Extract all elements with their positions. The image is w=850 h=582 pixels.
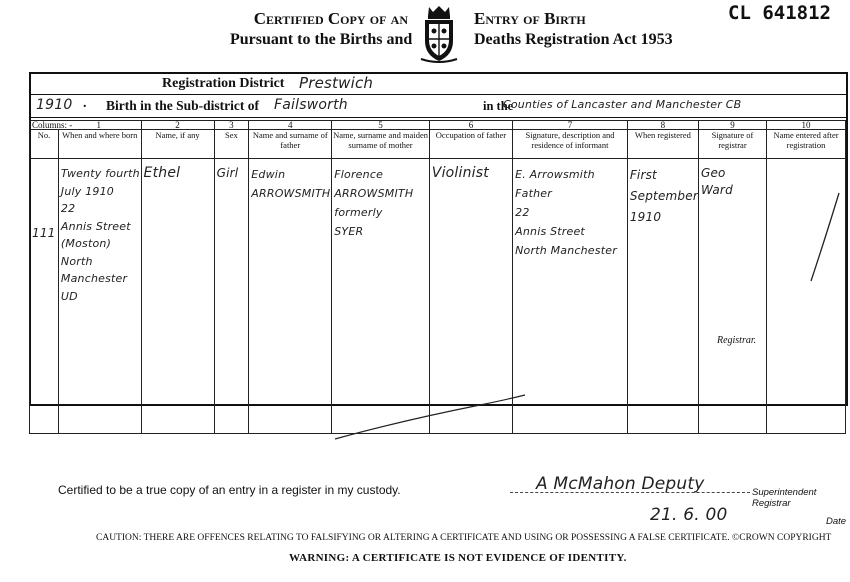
entry-occupation: Violinist — [431, 165, 489, 181]
entry-when-registered: First September 1910 — [629, 168, 698, 224]
entry-father-cell — [249, 159, 332, 434]
entry-sex-cell — [214, 159, 249, 434]
entry-when-where-cell — [58, 159, 141, 434]
entry-when-where: Twenty fourth July 1910 22 Annis Street (Moston) North Manchester UD — [60, 167, 140, 303]
entry-sex: Girl — [216, 166, 239, 180]
heading-registrar-signature: Signature of registrar — [698, 130, 766, 159]
entry-name-cell — [141, 159, 214, 434]
header-right-line1: Entry of Birth — [474, 9, 586, 28]
entry-after-registration-cell — [767, 159, 846, 434]
header-right — [474, 8, 673, 50]
entry-registrar-cell — [698, 159, 766, 434]
header-left-line1: Certified Copy of an — [253, 9, 408, 28]
subdistrict-value: Failsworth — [274, 97, 348, 113]
column-heading-row — [30, 130, 846, 159]
column-number-5: 5 — [332, 121, 430, 130]
heading-no: No. — [30, 130, 59, 159]
entry-registrar-signature: Geo Ward — [700, 166, 733, 197]
column-number-8: 8 — [627, 121, 698, 130]
heading-informant: Signature, description and residence of informant — [513, 130, 628, 159]
cancel-stroke — [767, 159, 847, 433]
counties-value: Counties of Lancaster and Manchester CB — [503, 98, 742, 111]
entry-father: Edwin ARROWSMITH — [251, 168, 331, 200]
caution-text: CAUTION: THERE ARE OFFENCES RELATING TO FALSIFYING OR ALTERING A CERTIFICATE AND USING OR POSSESSING A FALSE CERTIFICATE. ©CROWN COPYRIGHT — [96, 533, 832, 543]
entry-informant: E. Arrowsmith Father 22 Annis Street North Manchester — [515, 168, 617, 257]
registration-district-value: Prestwich — [299, 74, 374, 92]
birth-year: 1910 — [36, 97, 73, 113]
column-number-9: 9 — [698, 121, 766, 130]
entry-when-registered-cell — [627, 159, 698, 434]
superintendent-registrar-label: Superintendent Registrar — [752, 487, 817, 509]
heading-name: Name, if any — [141, 130, 214, 159]
header-right-line2: Deaths Registration Act 1953 — [474, 31, 673, 48]
date-label: Date — [826, 516, 847, 527]
counties-label: in the — [483, 99, 514, 113]
registration-district-label: Registration District — [162, 76, 285, 91]
column-number-10: 10 — [767, 121, 846, 130]
column-number-4: 4 — [249, 121, 332, 130]
certified-text: Certified to be a true copy of an entry in a register in my custody. — [58, 483, 401, 497]
royal-crest-icon — [419, 3, 459, 65]
heading-mother: Name, surname and maiden surname of mother — [332, 130, 430, 159]
entry-no-cell — [30, 159, 59, 434]
column-number-1: Columns: - 1 — [30, 121, 142, 130]
column-number-7: 7 — [513, 121, 628, 130]
column-number-3: 3 — [214, 121, 249, 130]
column-number-2: 2 — [141, 121, 214, 130]
header-left — [230, 8, 413, 50]
subdistrict-row — [31, 95, 846, 118]
certificate-date: 21. 6. 00 — [650, 505, 728, 525]
entry-no: 111 — [32, 226, 56, 240]
heading-sex: Sex — [214, 130, 249, 159]
column-number-row — [30, 121, 846, 130]
registrar-label: Registrar. — [716, 335, 757, 346]
registration-district-row — [31, 74, 846, 95]
warning-text: WARNING: A CERTIFICATE IS NOT EVIDENCE OF IDENTITY. — [289, 552, 627, 564]
heading-when-where-born: When and where born — [58, 130, 141, 159]
heading-occupation: Occupation of father — [429, 130, 512, 159]
columns-label: Columns: - — [32, 120, 73, 130]
cancel-line — [330, 385, 530, 445]
entry-mother: Florence ARROWSMITH formerly SYER — [334, 168, 414, 238]
certificate-serial-number: CL 641812 — [728, 2, 831, 24]
column-number-6: 6 — [429, 121, 512, 130]
subdistrict-label: Birth in the Sub-district of — [106, 98, 260, 113]
header-left-line2: Pursuant to the Births and — [230, 31, 413, 48]
heading-father: Name and surname of father — [249, 130, 332, 159]
entry-name: Ethel — [143, 165, 181, 181]
heading-when-registered: When registered — [627, 130, 698, 159]
superintendent-signature: A McMahon Deputy — [536, 474, 705, 494]
year-dot: . — [83, 96, 87, 111]
heading-name-after-registration: Name entered after registration — [767, 130, 846, 159]
